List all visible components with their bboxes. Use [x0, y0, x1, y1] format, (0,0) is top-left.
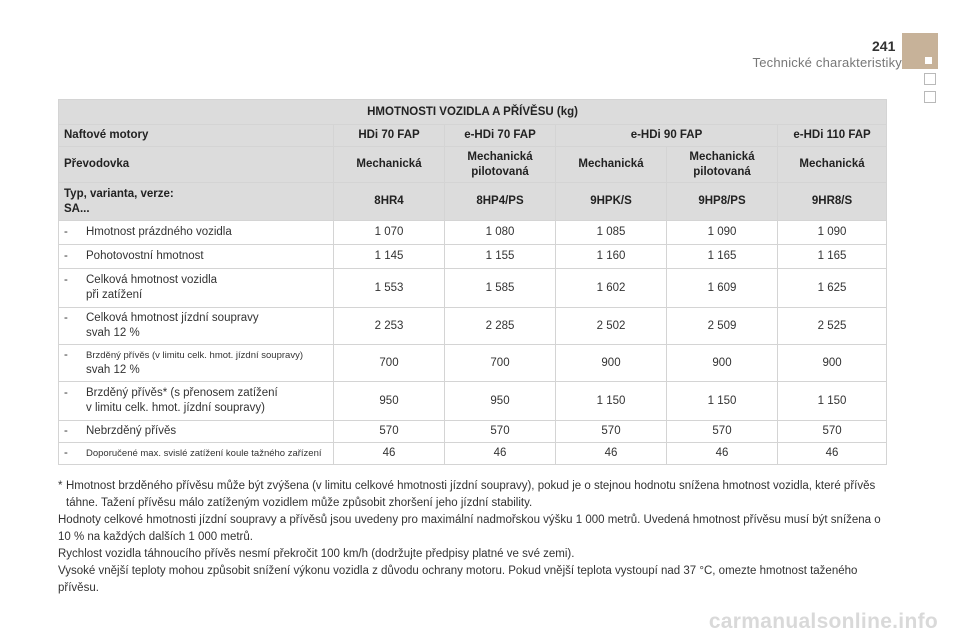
- row-label: - Brzděný přívěs* (s přenosem zatížení v limitu celk. hmot. jízdní soupravy): [59, 382, 334, 421]
- row-label: - Hmotnost prázdného vozidla: [59, 221, 334, 245]
- type-header: 9HR8/S: [778, 183, 887, 221]
- row-value: 570: [667, 421, 778, 443]
- row-value: 1 090: [667, 221, 778, 245]
- row-label: - Pohotovostní hmotnost: [59, 245, 334, 269]
- row-value: 900: [556, 345, 667, 382]
- row-label: - Nebrzděný přívěs: [59, 421, 334, 443]
- row-value: 1 553: [334, 269, 445, 308]
- row-value: 900: [667, 345, 778, 382]
- row-value: 950: [445, 382, 556, 421]
- weights-table: [58, 99, 887, 465]
- row-value: 900: [778, 345, 887, 382]
- table-row: [59, 443, 887, 465]
- row-value: 570: [445, 421, 556, 443]
- row-value: 1 585: [445, 269, 556, 308]
- table-row: [59, 382, 887, 421]
- page-number: 241: [872, 38, 896, 54]
- row-value: 2 525: [778, 308, 887, 345]
- row-value: 2 285: [445, 308, 556, 345]
- table-row: [59, 245, 887, 269]
- row-value: 1 625: [778, 269, 887, 308]
- row-value: 570: [334, 421, 445, 443]
- chapter-box-2: [924, 91, 936, 103]
- chapter-box-1: [924, 73, 936, 85]
- section-title: Technické charakteristiky: [752, 55, 902, 70]
- row-value: 46: [556, 443, 667, 465]
- row-value: 2 502: [556, 308, 667, 345]
- types-label-line2: SA...: [64, 202, 90, 215]
- table-row: [59, 421, 887, 443]
- row-value: 570: [556, 421, 667, 443]
- transmission-header: Mechanická pilotovaná: [667, 147, 778, 183]
- table-row: [59, 308, 887, 345]
- row-value: 1 150: [778, 382, 887, 421]
- transmission-header: Mechanická pilotovaná: [445, 147, 556, 183]
- table-row: [59, 269, 887, 308]
- row-value: 1 160: [556, 245, 667, 269]
- row-value: 1 609: [667, 269, 778, 308]
- row-label: - Doporučené max. svislé zatížení koule tažného zařízení: [59, 443, 334, 465]
- row-value: 1 150: [667, 382, 778, 421]
- row-label: - Celková hmotnost jízdní soupravy svah 12 %: [59, 308, 334, 345]
- transmission-header: Mechanická: [556, 147, 667, 183]
- row-value: 2 509: [667, 308, 778, 345]
- motor-header: e-HDi 110 FAP: [778, 125, 887, 147]
- row-value: 46: [445, 443, 556, 465]
- row-value: 1 090: [778, 221, 887, 245]
- row-value: 46: [778, 443, 887, 465]
- chapter-tab-marker: [925, 57, 932, 64]
- note-paragraph: Vysoké vnější teploty mohou způsobit snížení výkonu vozidla z důvodu ochrany motoru. Pokud vnější teplota vystoupí nad 37 °C, omezte hmotnost taženého přívěsu.: [58, 565, 858, 594]
- row-value: 1 155: [445, 245, 556, 269]
- watermark: carmanualsonline.info: [708, 610, 938, 633]
- types-label: [59, 183, 334, 221]
- row-value: 1 080: [445, 221, 556, 245]
- row-value: 1 602: [556, 269, 667, 308]
- note-paragraph: Hodnoty celkové hmotnosti jízdní soupravy a přívěsů jsou uvedeny pro maximální nadmořskou výšku 1 000 metrů. Uvedená hmotnost přívěsu musí být snížena o 10 % na každých dalších 1 000 metrů.: [58, 514, 881, 543]
- row-value: 1 165: [667, 245, 778, 269]
- type-header: 8HP4/PS: [445, 183, 556, 221]
- row-value: 700: [334, 345, 445, 382]
- motor-header: HDi 70 FAP: [334, 125, 445, 147]
- table-row: [59, 345, 887, 382]
- footnote: [58, 478, 888, 512]
- type-header: 9HPK/S: [556, 183, 667, 221]
- row-value: 2 253: [334, 308, 445, 345]
- row-value: 46: [334, 443, 445, 465]
- footnote-text: Hmotnost brzděného přívěsu může být zvýšena (v limitu celkové hmotnosti jízdní soupravy), pokud je o stejnou hodnotu snížena hmotnost vozidla, které přívěs táhne. Tažení přívěsu málo zatíženým vozidlem může způsobit zhoršení jeho jízdní stability.: [66, 480, 876, 509]
- types-label-line1: Typ, varianta, verze:: [64, 187, 174, 200]
- row-value: 570: [778, 421, 887, 443]
- row-value: 950: [334, 382, 445, 421]
- transmission-header: Mechanická: [778, 147, 887, 183]
- row-label: - Celková hmotnost vozidla při zatížení: [59, 269, 334, 308]
- transmission-header: Mechanická: [334, 147, 445, 183]
- chapter-tab: [902, 33, 938, 69]
- type-header: 8HR4: [334, 183, 445, 221]
- row-value: 700: [445, 345, 556, 382]
- row-value: 1 070: [334, 221, 445, 245]
- row-value: 1 145: [334, 245, 445, 269]
- table-row: [59, 221, 887, 245]
- note-paragraph: Rychlost vozidla táhnoucího přívěs nesmí překročit 100 km/h (dodržujte předpisy platné ve své zemi).: [58, 548, 575, 560]
- table-caption: HMOTNOSTI VOZIDLA A PŘÍVĚSU (kg): [59, 100, 887, 125]
- transmission-label: Převodovka: [59, 147, 334, 183]
- type-header: 9HP8/PS: [667, 183, 778, 221]
- motor-header: e-HDi 70 FAP: [445, 125, 556, 147]
- row-value: 1 165: [778, 245, 887, 269]
- motor-header: e-HDi 90 FAP: [556, 125, 778, 147]
- row-value: 1 085: [556, 221, 667, 245]
- row-value: 46: [667, 443, 778, 465]
- footnote-marker: *: [58, 480, 63, 492]
- row-label: - Brzděný přívěs (v limitu celk. hmot. jízdní soupravy) svah 12 %: [59, 345, 334, 382]
- motor-label: Naftové motory: [59, 125, 334, 147]
- row-value: 1 150: [556, 382, 667, 421]
- notes: [58, 512, 888, 597]
